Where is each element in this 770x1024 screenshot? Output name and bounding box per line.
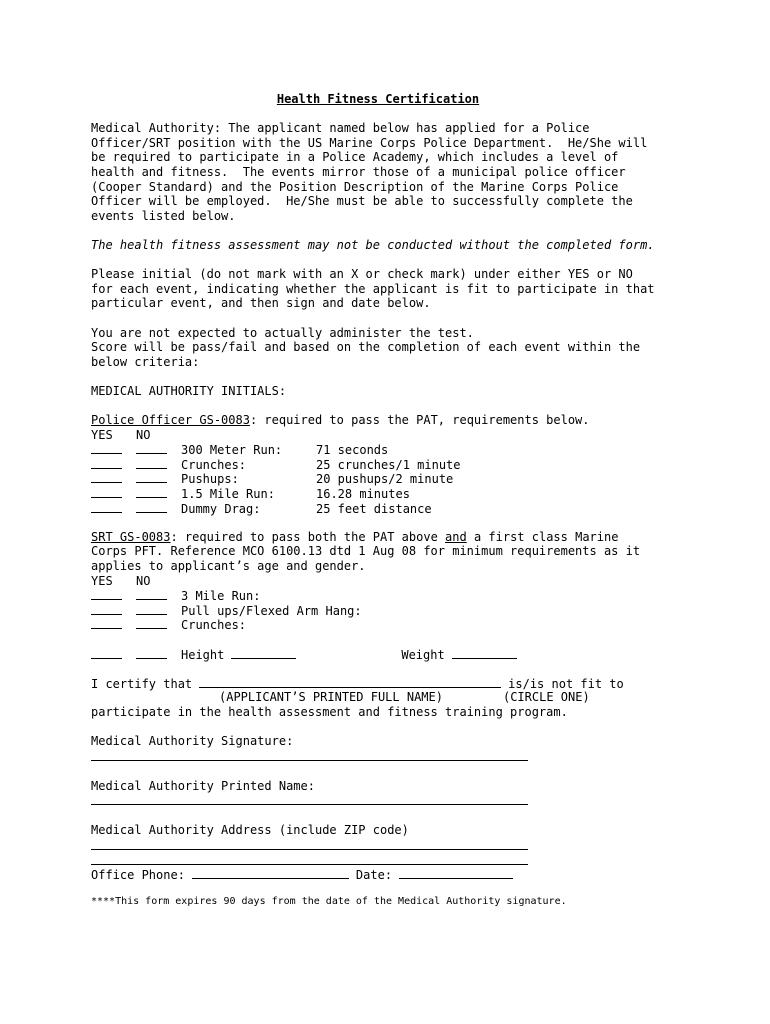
office-phone-field[interactable] xyxy=(192,867,349,879)
srt-requirement-text-b: a first class Marine xyxy=(466,529,619,544)
event-row-pull-ups xyxy=(91,603,711,618)
no-initial-blank[interactable] xyxy=(136,617,167,629)
intro-line: events listed below. xyxy=(91,208,236,223)
yes-initial-blank[interactable] xyxy=(91,603,122,615)
event-name: 300 Meter Run: xyxy=(181,443,283,458)
height-weight-row xyxy=(91,647,711,662)
date-field[interactable] xyxy=(399,867,513,879)
event-row-srt-crunches xyxy=(91,617,711,632)
yes-no-header xyxy=(91,428,711,443)
yes-initial-blank[interactable] xyxy=(91,501,122,513)
not-expected-note: You are not expected to actually administer the test. xyxy=(91,325,474,340)
yes-initial-blank[interactable] xyxy=(91,486,122,498)
yes-initial-blank[interactable] xyxy=(91,617,122,629)
intro-line: Officer/SRT position with the US Marine Corps Police Department. He/She will xyxy=(91,135,648,150)
printed-name-label: Medical Authority Printed Name: xyxy=(91,778,315,793)
instruction-line: particular event, and then sign and date below. xyxy=(91,296,431,311)
office-phone-label: Office Phone: xyxy=(91,867,185,882)
no-initial-blank[interactable] xyxy=(136,471,167,483)
applicant-name-field[interactable] xyxy=(199,676,501,688)
score-line: below criteria: xyxy=(91,354,200,369)
event-requirement: 25 feet distance xyxy=(316,501,432,516)
no-label: NO xyxy=(136,427,151,442)
no-initial-blank[interactable] xyxy=(136,442,167,454)
instruction-line: for each event, indicating whether the applicant is fit to participate in that xyxy=(91,281,655,296)
italic-note: The health fitness assessment may not be conducted without the completed form. xyxy=(91,237,655,252)
srt-and-word: and xyxy=(445,529,467,544)
intro-line: Officer will be employed. He/She must be able to successfully complete the xyxy=(91,194,633,209)
page-title: Health Fitness Certification xyxy=(276,92,480,106)
event-name: Pull ups/Flexed Arm Hang: xyxy=(181,603,362,618)
event-row-3-mile xyxy=(91,588,711,603)
initials-header: MEDICAL AUTHORITY INITIALS: xyxy=(91,383,287,398)
certify-lead: I certify that xyxy=(91,676,193,691)
intro-paragraph xyxy=(91,121,711,223)
police-requirement-text: : required to pass the PAT, requirements below. xyxy=(249,413,590,428)
intro-line: (Cooper Standard) and the Position Description of the Marine Corps Police xyxy=(91,179,619,194)
certify-line xyxy=(91,676,711,691)
event-row-pushups xyxy=(91,471,711,486)
yes-initial-blank[interactable] xyxy=(91,588,122,600)
expiration-footnote: ****This form expires 90 days from the date of the Medical Authority signature. xyxy=(91,896,567,908)
event-row-dummy-drag xyxy=(91,501,711,516)
applicant-name-caption: (APPLICANT’S PRINTED FULL NAME) xyxy=(219,690,443,705)
event-requirement: 16.28 minutes xyxy=(316,487,410,502)
intro-line: be required to participate in a Police Academy, which includes a level of xyxy=(91,150,619,165)
event-name: Pushups: xyxy=(181,472,239,487)
police-position: Police Officer GS-0083 xyxy=(91,413,250,428)
event-row-1-5-mile xyxy=(91,486,711,501)
score-line: Score will be pass/fail and based on the completion of each event within the xyxy=(91,340,641,355)
event-name: Crunches: xyxy=(181,457,247,472)
weight-field[interactable] xyxy=(452,647,517,659)
srt-position: SRT GS-0083 xyxy=(91,529,171,544)
no-initial-blank[interactable] xyxy=(136,457,167,469)
weight-label: Weight xyxy=(401,647,445,662)
yes-initial-blank[interactable] xyxy=(91,647,122,659)
address-field-line-1[interactable] xyxy=(91,838,528,850)
police-officer-heading xyxy=(91,413,711,428)
no-initial-blank[interactable] xyxy=(136,501,167,513)
certify-tail: is/is not fit to xyxy=(508,676,624,691)
srt-line: applies to applicant’s age and gender. xyxy=(91,559,366,573)
no-initial-blank[interactable] xyxy=(136,603,167,615)
event-name: Dummy Drag: xyxy=(181,501,261,516)
printed-name-field[interactable] xyxy=(91,793,528,805)
height-label: Height xyxy=(181,647,225,662)
no-label: NO xyxy=(136,573,151,588)
form-page xyxy=(91,92,711,908)
intro-line: health and fitness. The events mirror those of a municipal police officer xyxy=(91,164,626,179)
srt-heading xyxy=(91,530,711,545)
no-initial-blank[interactable] xyxy=(136,486,167,498)
yes-label: YES xyxy=(91,573,113,588)
event-name: 1.5 Mile Run: xyxy=(181,487,275,502)
instruction-line: Please initial (do not mark with an X or check mark) under either YES or NO xyxy=(91,267,633,282)
srt-requirement-text-a: : required to pass both the PAT above xyxy=(170,529,446,544)
address-field-line-2[interactable] xyxy=(91,853,528,865)
yes-no-header xyxy=(91,574,711,589)
certify-line-3: participate in the health assessment and fitness training program. xyxy=(91,704,568,719)
intro-line: Medical Authority: The applicant named below has applied for a Police xyxy=(91,121,590,136)
yes-initial-blank[interactable] xyxy=(91,442,122,454)
yes-label: YES xyxy=(91,427,113,442)
yes-initial-blank[interactable] xyxy=(91,457,122,469)
height-field[interactable] xyxy=(231,647,296,659)
yes-initial-blank[interactable] xyxy=(91,471,122,483)
signature-label: Medical Authority Signature: xyxy=(91,734,294,749)
circle-one-caption: (CIRCLE ONE) xyxy=(502,690,590,705)
phone-date-row xyxy=(91,867,711,882)
event-name: 3 Mile Run: xyxy=(181,589,261,604)
certify-captions xyxy=(91,690,711,705)
no-initial-blank[interactable] xyxy=(136,647,167,659)
event-row-300m xyxy=(91,442,711,457)
initial-instructions xyxy=(91,267,711,311)
event-requirement: 20 pushups/2 minute xyxy=(316,472,454,487)
no-initial-blank[interactable] xyxy=(136,588,167,600)
date-label: Date: xyxy=(355,867,393,882)
address-label: Medical Authority Address (include ZIP code) xyxy=(91,823,409,838)
event-row-crunches xyxy=(91,457,711,472)
srt-line: Corps PFT. Reference MCO 6100.13 dtd 1 Aug 08 for minimum requirements as it xyxy=(91,544,641,559)
event-requirement: 71 seconds xyxy=(316,443,389,458)
event-requirement: 25 crunches/1 minute xyxy=(316,457,461,472)
signature-field[interactable] xyxy=(91,749,528,761)
event-name: Crunches: xyxy=(181,618,247,633)
